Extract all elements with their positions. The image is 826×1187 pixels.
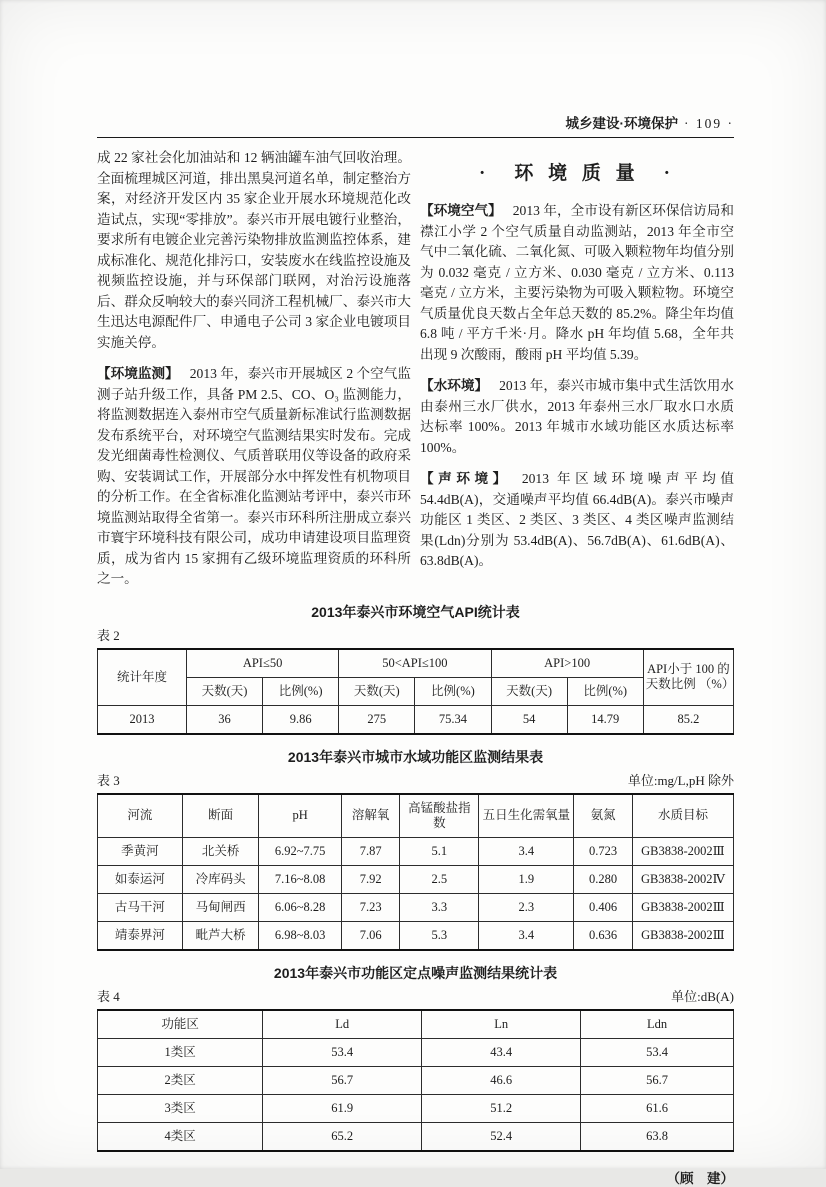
- entry-label: 【环境监测】: [97, 366, 179, 381]
- table-cell: 61.6: [581, 1094, 734, 1122]
- column-header: 断面: [182, 794, 259, 838]
- column-group-header: API≤50: [186, 649, 338, 678]
- table-cell: 63.8: [581, 1122, 734, 1151]
- column-header: 功能区: [98, 1010, 263, 1039]
- table-row: [98, 921, 734, 950]
- table-cell: 36: [186, 705, 262, 734]
- table-cell: 52.4: [422, 1122, 581, 1151]
- column-header: Ln: [422, 1010, 581, 1039]
- entry-text: 2013 年，泰兴市开展城区 2 个空气监测子站升级工作，具备 PM 2.5、CO、O₃ 监测能力，将监测数据连入泰州市空气质量新标准试行监测数据发布系统平台，对环境空气监测结果实时发布。完成发光细菌毒性检测仪、气质普联用仪等设备的政府采购、安装调试工作，开展部分水中挥发性有机物项目的分析工作。在全省标准化监测站考评中，泰兴市环境监测站取得全省第一。泰兴市环科所注册成立泰兴市寰宇环境科技有限公司，成功申请建设项目监理资质，成为省内 15 家拥有乙级环境监理资质的环科所之一。: [97, 366, 411, 586]
- column-subheader: 天数(天): [186, 677, 262, 705]
- table-cell: 5.3: [400, 921, 479, 950]
- table-cell: 3.4: [479, 837, 574, 865]
- table-cell: 75.34: [415, 705, 491, 734]
- table-cell: 54: [491, 705, 567, 734]
- header-rule: [97, 137, 734, 138]
- column-header: 水质目标: [632, 794, 733, 838]
- column-group-header: 50<API≤100: [339, 649, 491, 678]
- column-header: API小于 100 的天数比例 （%）: [643, 649, 733, 706]
- table-noise: [97, 1009, 734, 1152]
- table-cell: 7.23: [341, 893, 400, 921]
- table-cell: GB3838-2002Ⅳ: [632, 865, 733, 893]
- two-column-body: [97, 148, 734, 590]
- table-cell: 3.3: [400, 893, 479, 921]
- table-cell: 56.7: [263, 1066, 422, 1094]
- table-cell: 7.92: [341, 865, 400, 893]
- table-cell: 2013: [98, 705, 187, 734]
- table-cell: 3类区: [98, 1094, 263, 1122]
- table-api-block: [97, 604, 734, 735]
- table-row: [98, 794, 734, 838]
- right-column: [420, 148, 734, 590]
- column-subheader: 比例(%): [567, 677, 643, 705]
- table-row: [98, 705, 734, 734]
- entry-text: 2013 年，全市设有新区环保信访局和襟江小学 2 个空气质量自动监测站，2013 年全市空气中二氧化硫、二氧化氮、可吸入颗粒物年均值分别为 0.032 毫克 / 立方米、0.030 毫克 / 立方米、0.113 毫克 / 立方米，主要污染物为可吸入颗粒物。环境空气质量优良天数占全年总天数的 85.2%。降尘年均值 6.8 吨 / 平方千米·月。降水 pH 年均值 5.68，全年共出现 9 次酸雨，酸雨 pH 平均值 5.39。: [420, 203, 735, 362]
- paragraph-continued: 成 22 家社会化加油站和 12 辆油罐车油气回收治理。全面梳理城区河道，排出黑臭河道名单，制定整治方案，对经济开发区内 35 家企业开展水环境规范化改造试点，实现“零排放”。泰兴市开展电镀行业整治，要求所有电镀企业完善污染物排放监测监控体系，建成标准化、规范化排污口，安装废水在线监控设施及视频监控设施，并与环保部门联网，对治污设施落后、群众反响较大的泰兴同济工程机械厂、泰兴市大生迅达电源配件厂、申通电子公司 3 家企业电镀项目实施关停。: [97, 150, 411, 350]
- table-noise-label: 表 4: [97, 988, 120, 1004]
- table-cell: 0.636: [574, 921, 633, 950]
- table-water-block: [97, 749, 734, 951]
- table-row: [98, 1094, 734, 1122]
- table-cell: 14.79: [567, 705, 643, 734]
- table-cell: 53.4: [581, 1038, 734, 1066]
- page-number: · 109 ·: [684, 116, 734, 131]
- table-cell: 56.7: [581, 1066, 734, 1094]
- table-cell: 85.2: [643, 705, 733, 734]
- entry-label: 【水环境】: [420, 378, 489, 393]
- entry-text: 2013 年区域环境噪声平均值 54.4dB(A)，交通噪声平均值 66.4dB(A)。泰兴市噪声功能区 1 类区、2 类区、3 类区、4 类区噪声监测结果(Ldn)分别为 53.4dB(A)、56.7dB(A)、61.6dB(A)、63.8dB(A)。: [420, 471, 735, 568]
- table-water-unit: 单位:mg/L,pH 除外: [627, 772, 734, 788]
- section-heading-environment-quality: · 环 境 质 量 ·: [479, 163, 675, 184]
- column-header: Ldn: [581, 1010, 734, 1039]
- table-cell: 古马干河: [98, 893, 183, 921]
- table-noise-title: 2013年泰兴市功能区定点噪声监测结果统计表: [273, 964, 558, 981]
- table-row: [98, 1038, 734, 1066]
- column-header: 五日生化需氧量: [479, 794, 574, 838]
- column-group-header: API>100: [491, 649, 643, 678]
- table-water-meta: [97, 770, 734, 789]
- table-noise-meta: [97, 986, 734, 1005]
- table-row: [98, 1010, 734, 1039]
- table-cell: GB3838-2002Ⅲ: [632, 921, 733, 950]
- table-row: [98, 893, 734, 921]
- entry-water-environment: [420, 376, 734, 458]
- table-row: [98, 1122, 734, 1151]
- table-cell: 冷库码头: [182, 865, 259, 893]
- table-water-title: 2013年泰兴市城市水域功能区监测结果表: [287, 748, 544, 765]
- entry-acoustic-environment: [420, 469, 734, 572]
- table-cell: 0.723: [574, 837, 633, 865]
- table-cell: 6.06~8.28: [259, 893, 341, 921]
- table-water-label: 表 3: [97, 772, 120, 788]
- table-row: [98, 649, 734, 678]
- table-api: [97, 648, 734, 735]
- entry-text: 2013 年，泰兴市城市集中式生活饮用水由泰州三水厂供水，2013 年泰州三水厂取水口水质达标率 100%。2013 年城市水域功能区水质达标率 100%。: [420, 378, 734, 455]
- table-api-title: 2013年泰兴市环境空气API统计表: [311, 603, 520, 620]
- table-row: [98, 1066, 734, 1094]
- running-head: [97, 116, 734, 132]
- table-cell: 46.6: [422, 1066, 581, 1094]
- table-cell: GB3838-2002Ⅲ: [632, 837, 733, 865]
- table-cell: 7.06: [341, 921, 400, 950]
- table-cell: 毗芦大桥: [182, 921, 259, 950]
- column-header: 河流: [98, 794, 183, 838]
- column-subheader: 天数(天): [339, 677, 415, 705]
- table-cell: 1类区: [98, 1038, 263, 1066]
- table-cell: 65.2: [263, 1122, 422, 1151]
- left-column: [97, 148, 411, 590]
- table-cell: 6.92~7.75: [259, 837, 341, 865]
- table-cell: 7.87: [341, 837, 400, 865]
- table-cell: 61.9: [263, 1094, 422, 1122]
- column-header: Ld: [263, 1010, 422, 1039]
- table-api-meta: [97, 625, 734, 644]
- entry-environment-monitoring: [97, 364, 411, 590]
- table-water: [97, 793, 734, 951]
- table-cell: 5.1: [400, 837, 479, 865]
- column-subheader: 比例(%): [415, 677, 491, 705]
- table-row: [98, 677, 734, 705]
- table-api-label: 表 2: [97, 627, 120, 643]
- entry-ambient-air: [420, 201, 734, 365]
- table-cell: 如泰运河: [98, 865, 183, 893]
- column-header: 高锰酸盐指数: [400, 794, 479, 838]
- table-cell: 53.4: [263, 1038, 422, 1066]
- table-cell: GB3838-2002Ⅲ: [632, 893, 733, 921]
- table-cell: 7.16~8.08: [259, 865, 341, 893]
- author-byline: （顾 建）: [666, 1170, 734, 1186]
- column-header: 氨氮: [574, 794, 633, 838]
- table-cell: 2.5: [400, 865, 479, 893]
- table-cell: 季黄河: [98, 837, 183, 865]
- table-cell: 4类区: [98, 1122, 263, 1151]
- table-row: [98, 837, 734, 865]
- table-cell: 51.2: [422, 1094, 581, 1122]
- table-cell: 北关桥: [182, 837, 259, 865]
- table-cell: 0.280: [574, 865, 633, 893]
- entry-label: 【环境空气】: [420, 203, 502, 218]
- table-row: [98, 865, 734, 893]
- table-cell: 3.4: [479, 921, 574, 950]
- table-cell: 275: [339, 705, 415, 734]
- entry-label: 【声环境】: [420, 471, 511, 486]
- table-noise-block: [97, 965, 734, 1152]
- table-cell: 6.98~8.03: [259, 921, 341, 950]
- column-header: 统计年度: [98, 649, 187, 706]
- column-subheader: 比例(%): [263, 677, 339, 705]
- column-subheader: 天数(天): [491, 677, 567, 705]
- table-cell: 0.406: [574, 893, 633, 921]
- table-cell: 1.9: [479, 865, 574, 893]
- table-cell: 靖泰界河: [98, 921, 183, 950]
- column-header: pH: [259, 794, 341, 838]
- running-head-section: 城乡建设·环境保护: [565, 116, 678, 131]
- table-cell: 马甸闸西: [182, 893, 259, 921]
- table-cell: 2.3: [479, 893, 574, 921]
- table-cell: 43.4: [422, 1038, 581, 1066]
- table-cell: 9.86: [263, 705, 339, 734]
- table-cell: 2类区: [98, 1066, 263, 1094]
- column-header: 溶解氧: [341, 794, 400, 838]
- table-noise-unit: 单位:dB(A): [671, 988, 734, 1004]
